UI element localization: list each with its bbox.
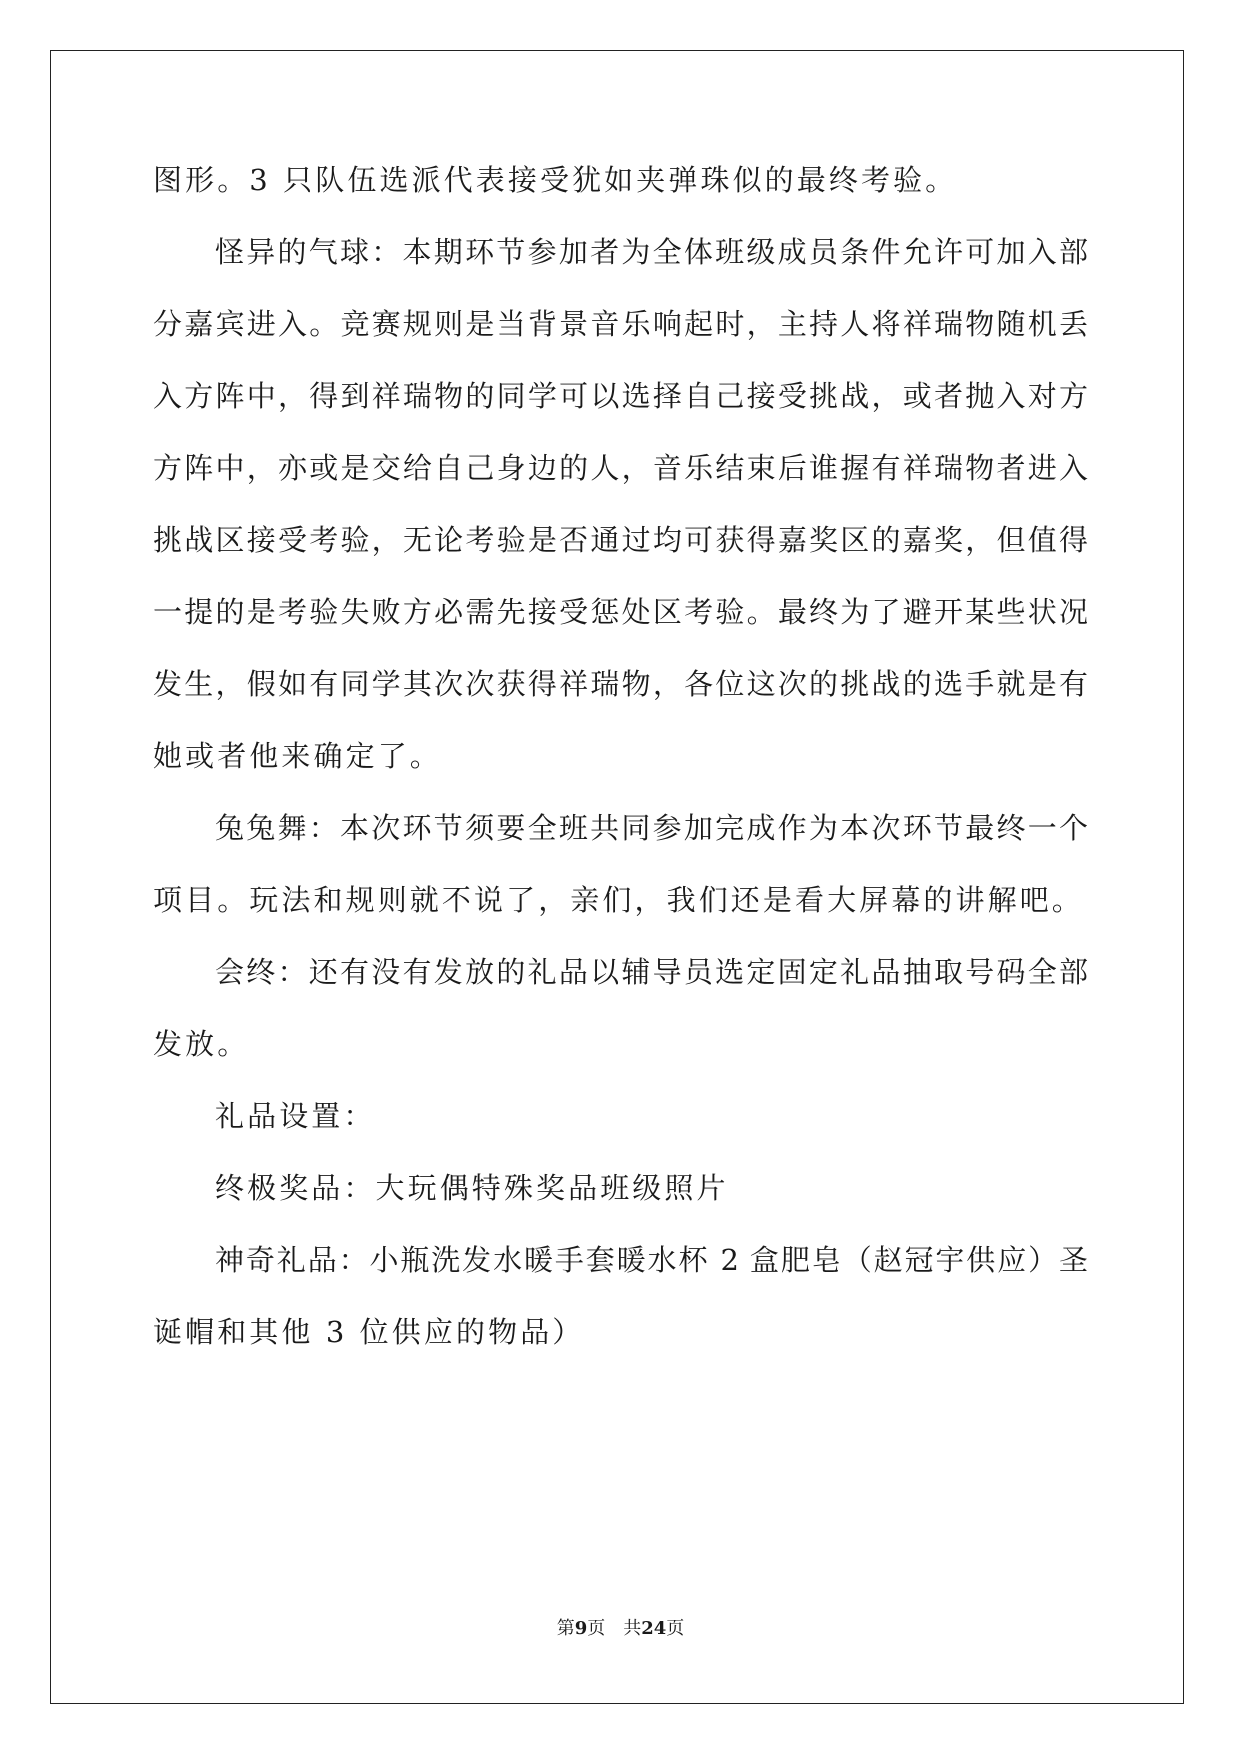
paragraph-first-line: 神奇礼品：小瓶洗发水暖手套暖水杯 2 盒肥皂（赵冠宇供应）圣 (215, 1243, 1088, 1277)
paragraph-first-line: 终极奖品：大玩偶特殊奖品班级照片 (215, 1171, 729, 1205)
paragraph-first-line: 礼品设置： (215, 1099, 376, 1133)
footer-prefix: 第 (556, 1618, 575, 1639)
footer-page-suffix: 页 (587, 1618, 606, 1639)
paragraph-first-line: 会终：还有没有发放的礼品以辅导员选定固定礼品抽取号码全部 (215, 955, 1088, 989)
text-line: 入方阵中，得到祥瑞物的同学可以选择自己接受挑战，或者抛入对方 (153, 379, 1088, 413)
paragraph-first-line: 兔兔舞：本次环节须要全班共同参加完成作为本次环节最终一个 (215, 811, 1088, 845)
footer-total-suffix: 页 (666, 1618, 685, 1639)
text-line: 一提的是考验失败方必需先接受惩处区考验。最终为了避开某些状况 (153, 595, 1088, 629)
footer-total-prefix: 共 (623, 1618, 642, 1639)
text-line: 诞帽和其他 3 位供应的物品） (153, 1315, 585, 1349)
text-line: 图形。3 只队伍选派代表接受犹如夹弹珠似的最终考验。 (153, 163, 958, 197)
paragraph-first-line: 怪异的气球：本期环节参加者为全体班级成员条件允许可加入部 (215, 235, 1088, 269)
page-border (50, 50, 1184, 1704)
current-page-number: 9 (574, 1618, 588, 1639)
text-line: 方阵中，亦或是交给自己身边的人，音乐结束后谁握有祥瑞物者进入 (153, 451, 1088, 485)
text-line: 项目。玩法和规则就不说了，亲们，我们还是看大屏幕的讲解吧。 (153, 883, 1084, 917)
text-line: 发放。 (153, 1027, 250, 1061)
text-line: 她或者他来确定了。 (153, 739, 442, 773)
page-footer (0, 1617, 1241, 1641)
text-line: 发生，假如有同学其次次获得祥瑞物，各位这次的挑战的选手就是有 (153, 667, 1088, 701)
total-page-count: 24 (641, 1618, 667, 1639)
text-line: 挑战区接受考验，无论考验是否通过均可获得嘉奖区的嘉奖，但值得 (153, 523, 1088, 557)
text-line: 分嘉宾进入。竞赛规则是当背景音乐响起时，主持人将祥瑞物随机丢 (153, 307, 1088, 341)
